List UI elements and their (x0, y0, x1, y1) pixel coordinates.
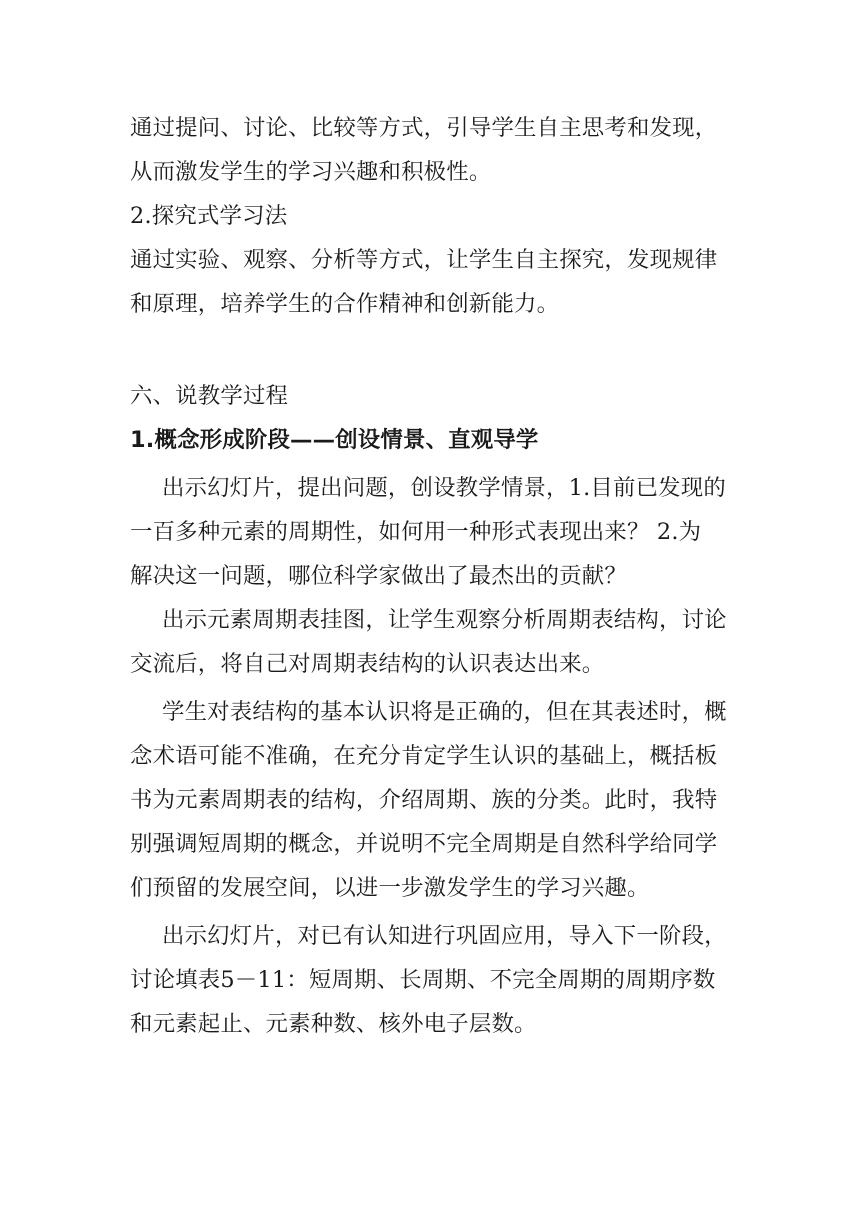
paragraph-line: 念术语可能不准确，在充分肯定学生认识的基础上，概括板 (130, 743, 718, 769)
paragraph-line: 解决这一问题，哪位科学家做出了最杰出的贡献？ (130, 563, 627, 589)
paragraph-line: 出示元素周期表挂图，让学生观察分析周期表结构，讨论 (162, 607, 727, 633)
paragraph-line: 出示幻灯片，对已有认知进行巩固应用，导入下一阶段， (162, 923, 727, 949)
stage-heading: 1.概念形成阶段——创设情景、直观导学 (130, 427, 539, 453)
paragraph-line: 学生对表结构的基本认识将是正确的，但在其表述时，概 (162, 699, 727, 725)
paragraph-line: 和元素起止、元素种数、核外电子层数。 (130, 1011, 537, 1037)
text-line: 和原理，培养学生的合作精神和创新能力。 (130, 291, 560, 317)
paragraph-line: 讨论填表5－11：短周期、长周期、不完全周期的周期序数 (130, 967, 716, 993)
section-heading: 2.探究式学习法 (130, 203, 288, 229)
chapter-heading: 六、说教学过程 (130, 383, 289, 409)
paragraph-line: 一百多种元素的周期性，如何用一种形式表现出来？ 2.为 (130, 519, 702, 545)
paragraph-line: 别强调短周期的概念，并说明不完全周期是自然科学给同学 (130, 831, 718, 857)
paragraph-line: 出示幻灯片，提出问题，创设教学情景，1.目前已发现的 (162, 475, 726, 501)
paragraph-line: 书为元素周期表的结构，介绍周期、族的分类。此时，我特 (130, 787, 718, 813)
text-line: 从而激发学生的学习兴趣和积极性。 (130, 159, 492, 185)
paragraph-line: 们预留的发展空间，以进一步激发学生的学习兴趣。 (130, 875, 650, 901)
paragraph-line: 交流后，将自己对周期表结构的认识表达出来。 (130, 651, 605, 677)
text-line: 通过提问、讨论、比较等方式，引导学生自主思考和发现， (130, 115, 718, 141)
text-line: 通过实验、观察、分析等方式，让学生自主探究，发现规律 (130, 247, 718, 273)
